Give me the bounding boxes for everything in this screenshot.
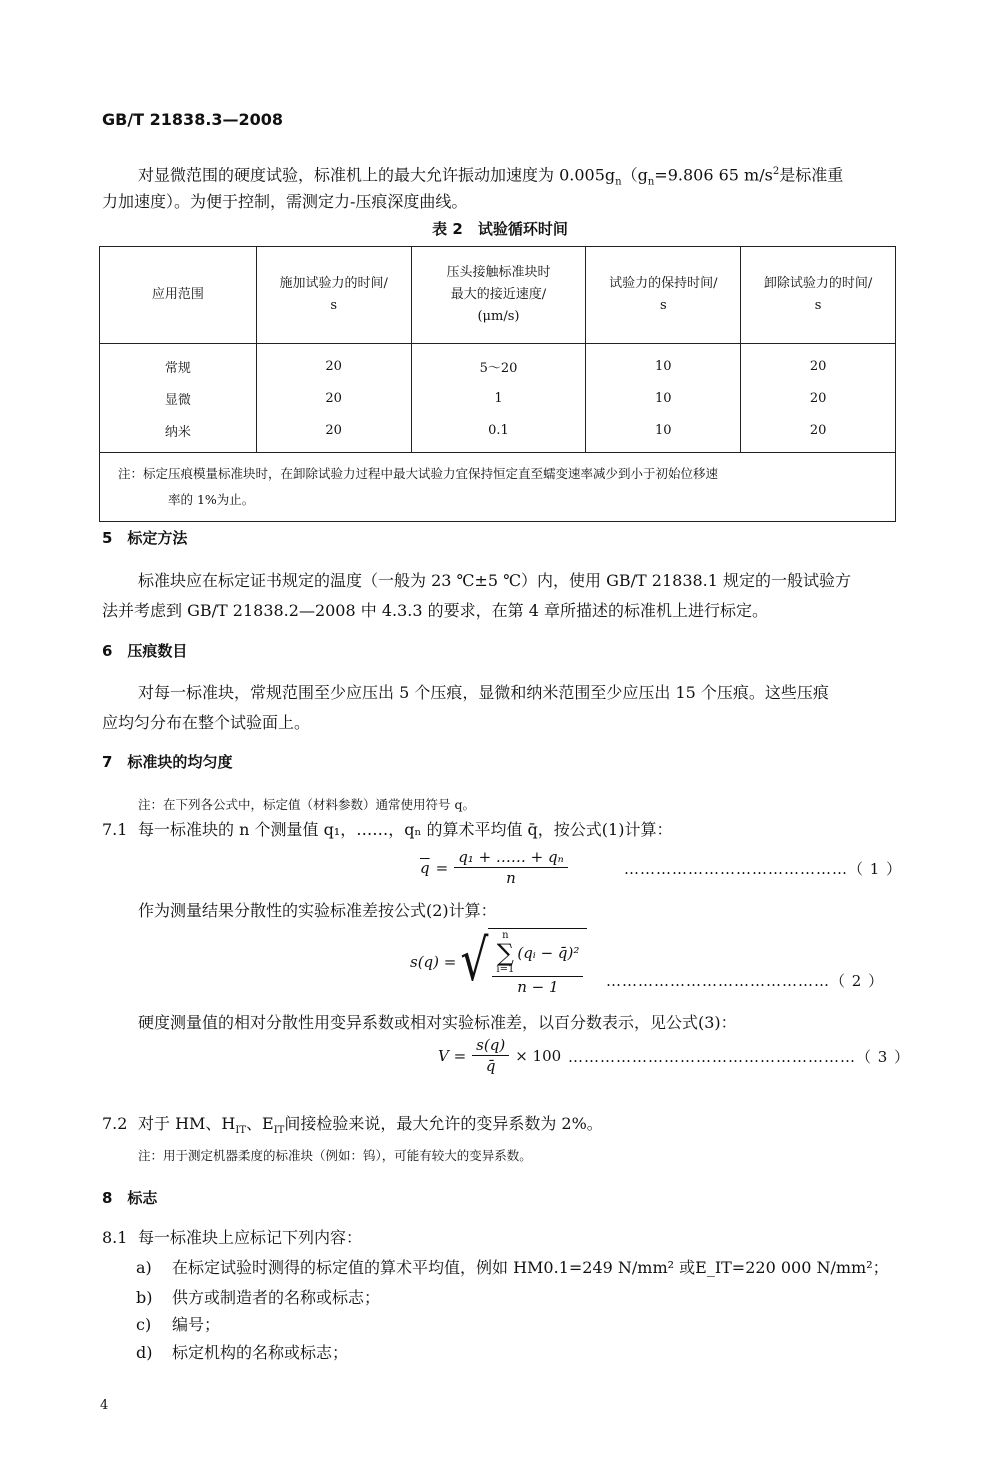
section-7-note: 注：在下列各公式中，标定值（材料参数）通常使用符号 q。	[138, 797, 475, 812]
section-8-heading: 8 标志	[102, 1189, 158, 1207]
table-row	[100, 382, 896, 414]
intro-line-1: 对显微范围的硬度试验，标准机上的最大允许振动加速度为 $0.005g_n(g_n=9.806$ 65 $m/s^2$是标准重	[138, 165, 844, 188]
table-cell: 10	[586, 382, 741, 414]
table-cell: 20	[741, 344, 896, 383]
clause-7-2-note: 注：用于测定机器柔度的标准块（例如：钨），可能有较大的变异系数。	[138, 1148, 532, 1163]
clause-8-1: 8.1 每一标准块上应标记下列内容：	[102, 1228, 363, 1247]
header-approach-speed: 压头接触标准块时 最大的接近速度/ (μm/s)	[411, 247, 586, 344]
table-note: 注：标定压痕模量标准块时，在卸除试验力过程中最大试验力宜保持恒定直至蠕变速率减少到小于初始位移速 率的 1%为止。	[100, 453, 896, 522]
table-cell: 20	[256, 344, 411, 383]
section-7-heading: 7 标准块的均匀度	[102, 753, 233, 771]
table-cell: 5～20	[411, 344, 586, 383]
table-cell: 20	[256, 414, 411, 453]
table-cell: 10	[586, 414, 741, 453]
list-item: a) 在标定试验时测得的标定值的算术平均值，例如 HM0.1=249 N/mm² 或E_IT=220 000 N/mm²；	[136, 1258, 889, 1277]
table-cell: 纳米	[100, 414, 257, 453]
table-row	[100, 414, 896, 453]
std-dev-intro: 作为测量结果分散性的实验标准差按公式(2)计算：	[138, 901, 497, 920]
table-header-row	[100, 247, 896, 344]
table-cell: 常规	[100, 344, 257, 383]
equation-3: V = $\frac{s(q)}{q̄}$ × 100	[438, 1036, 562, 1075]
test-cycle-table	[99, 246, 896, 522]
table-cell: 10	[586, 344, 741, 383]
section-6-heading: 6 压痕数目	[102, 642, 188, 660]
standard-number: GB/T 21838.3—2008	[102, 110, 284, 129]
table-cell: 显微	[100, 382, 257, 414]
list-item: d) 标定机构的名称或标志；	[136, 1343, 349, 1362]
equation-1-number: ……………………………………（ 1 ）	[624, 860, 903, 878]
table-cell: 20	[256, 382, 411, 414]
clause-7-1: 7.1 每一标准块的 n 个测量值 q₁，……，qₙ 的算术平均值 q̄，按公式(1)计算：	[102, 820, 673, 839]
section-6-line-2: 应均匀分布在整个试验面上。	[102, 713, 311, 732]
equation-2: s(q) = √ n ∑ i=1 (qᵢ − q̄)² n − 1	[410, 928, 587, 996]
page-number: 4	[100, 1398, 109, 1413]
section-5-line-2: 法并考虑到 GB/T 21838.2—2008 中 4.3.3 的要求，在第 4 章所描述的标准机上进行标定。	[102, 601, 768, 620]
equation-1: $\overline{q}$ = $\frac{\text{q₁ + …… + qₙ}}{n}$	[420, 848, 568, 887]
equation-3-number: ………………………………………………（ 3 ）	[568, 1048, 911, 1066]
list-item: b) 供方或制造者的名称或标志；	[136, 1288, 381, 1307]
section-5-heading: 5 标定方法	[102, 529, 188, 547]
table-note-row	[100, 453, 896, 522]
list-item: c) 编号；	[136, 1315, 221, 1334]
header-remove-time: 卸除试验力的时间/ s	[741, 247, 896, 344]
table-caption: 表 2 试验循环时间	[432, 220, 568, 238]
section-5-line-1: 标准块应在标定证书规定的温度（一般为 23 ℃±5 ℃）内，使用 GB/T 21838.1 规定的一般试验方	[138, 571, 852, 590]
table-cell: 0.1	[411, 414, 586, 453]
section-6-line-1: 对每一标准块，常规范围至少应压出 5 个压痕，显微和纳米范围至少应压出 15 个压痕。这些压痕	[138, 683, 829, 702]
table-cell: 1	[411, 382, 586, 414]
table-cell: 20	[741, 382, 896, 414]
equation-2-number: ……………………………………（ 2 ）	[606, 972, 885, 990]
header-application-range: 应用范围	[100, 247, 257, 344]
header-hold-time: 试验力的保持时间/ s	[586, 247, 741, 344]
clause-7-2: 7.2 对于 HM、$H_{IT}$、$E_{IT}$间接检验来说，最大允许的变异系数为 2%。	[102, 1114, 603, 1137]
cv-intro: 硬度测量值的相对分散性用变异系数或相对实验标准差，以百分数表示，见公式(3)：	[138, 1013, 737, 1032]
header-apply-time: 施加试验力的时间/ s	[256, 247, 411, 344]
table-cell: 20	[741, 414, 896, 453]
table-row	[100, 344, 896, 383]
intro-line-2: 力加速度）。为便于控制，需测定力-压痕深度曲线。	[102, 192, 468, 211]
